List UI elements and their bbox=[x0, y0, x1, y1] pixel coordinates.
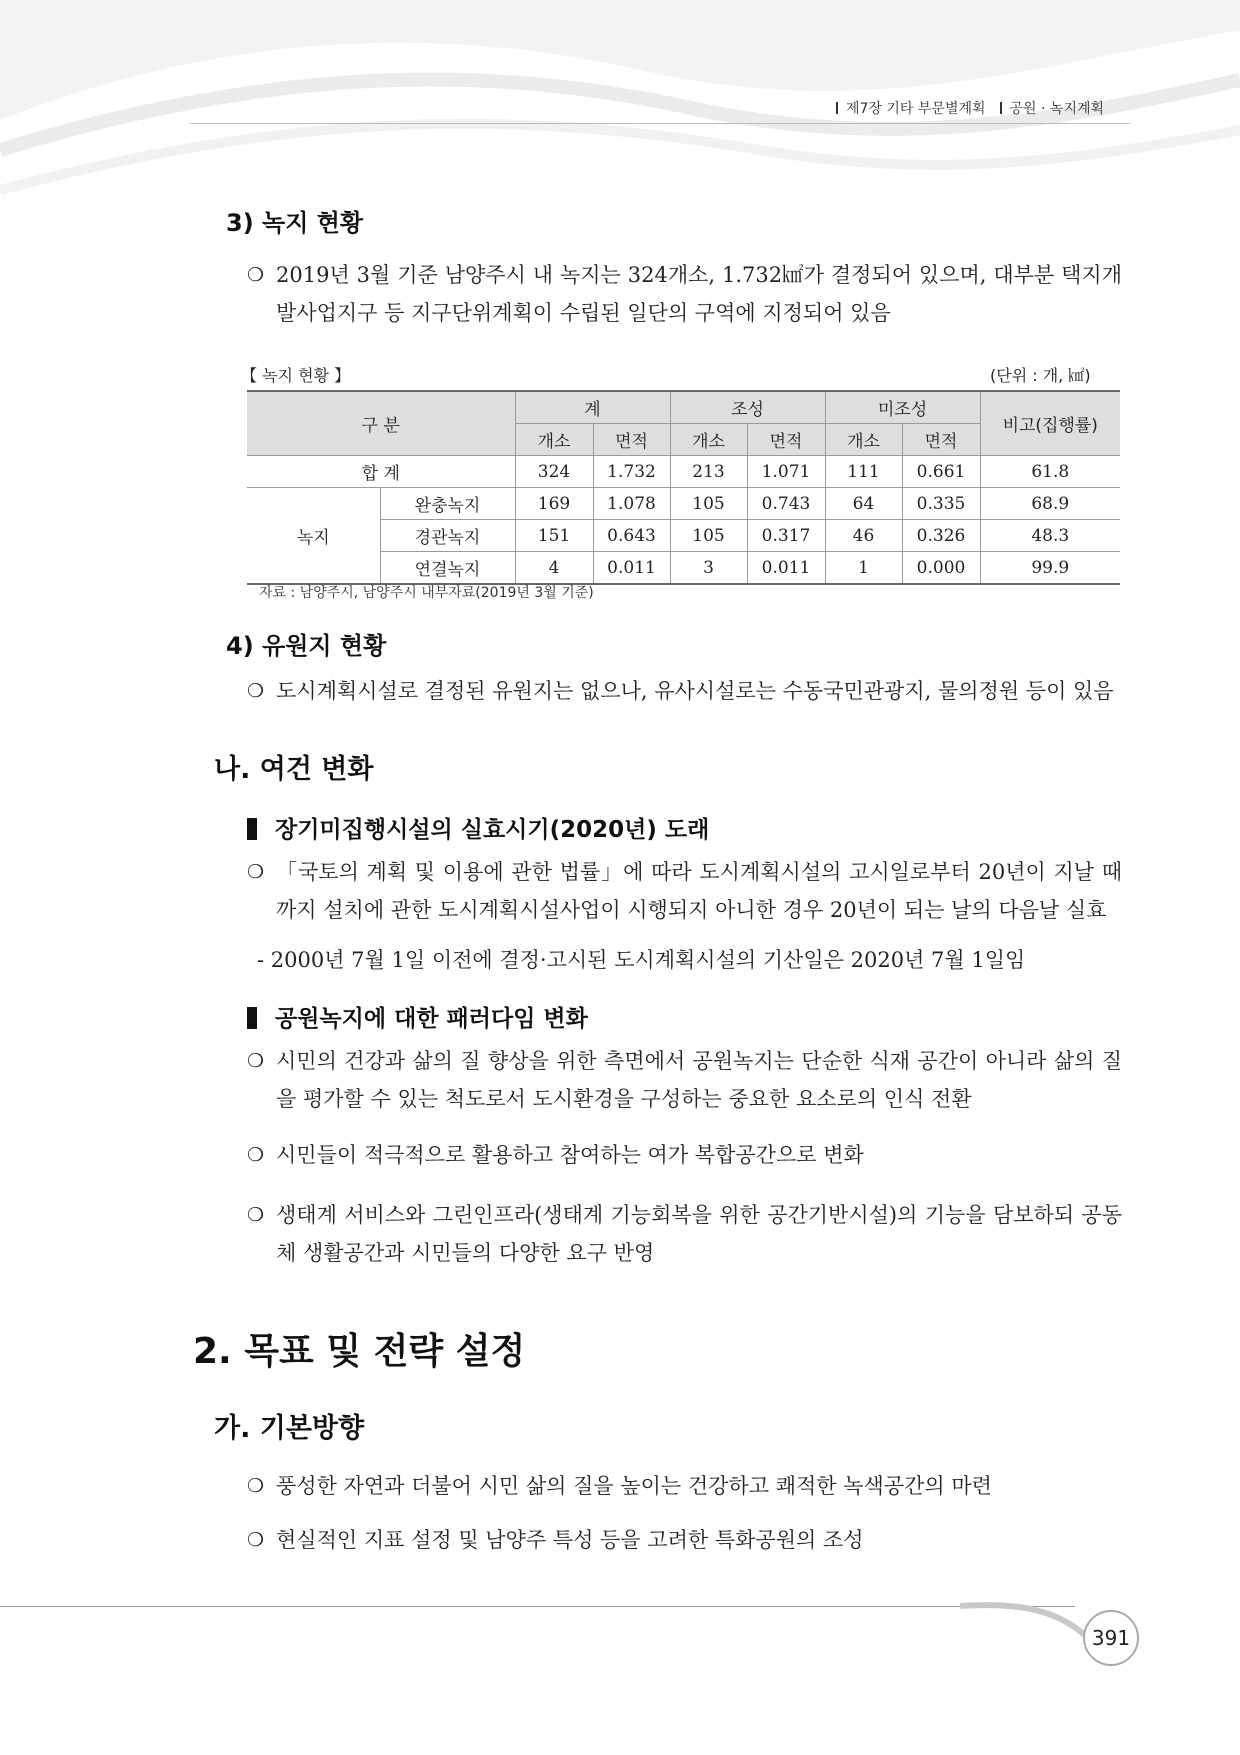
bullet-text: 「국토의 계획 및 이용에 관한 법률」에 따라 도시계획시설의 고시일로부터 20년이 지날 때까지 설치에 관한 도시계획시설사업이 시행되지 아니한 경우 20년이 되는 날의 다음날 실효 bbox=[276, 860, 1122, 922]
table-cell: 0.326 bbox=[902, 520, 980, 552]
bullet-direction-2 bbox=[247, 1521, 1122, 1559]
dash-note: - 2000년 7월 1일 이전에 결정·고시된 도시계획시설의 기산일은 2020년 7월 1일임 bbox=[257, 948, 1026, 972]
table-cell: 105 bbox=[670, 520, 747, 552]
bullet-text: 시민의 건강과 삶의 질 향상을 위한 측면에서 공원녹지는 단순한 식재 공간이 아니라 삶의 질을 평가할 수 있는 척도로서 도시환경을 구성하는 중요한 요소로의 인식 전환 bbox=[276, 1049, 1122, 1111]
bullet-text: 현실적인 지표 설정 및 남양주 특성 등을 고려한 특화공원의 조성 bbox=[276, 1528, 864, 1552]
header-note: 비고(집행률) bbox=[980, 391, 1120, 456]
bullet-text: 시민들이 적극적으로 활용하고 참여하는 여가 복합공간으로 변화 bbox=[276, 1143, 864, 1167]
header-divider bbox=[836, 102, 838, 114]
header-total: 계 bbox=[515, 391, 670, 424]
header-category: 구 분 bbox=[247, 391, 515, 456]
bullet-icon: ❍ bbox=[247, 680, 265, 702]
greenspace-status-table bbox=[247, 390, 1120, 585]
header-section: 공원 · 녹지계획 bbox=[1009, 101, 1105, 117]
table-cell: 48.3 bbox=[980, 520, 1120, 552]
bullet-icon: ❍ bbox=[247, 1475, 265, 1497]
row-label: 합 계 bbox=[247, 456, 515, 488]
row-label: 완충녹지 bbox=[380, 488, 515, 520]
table-row bbox=[247, 488, 1120, 520]
table-cell: 1.732 bbox=[593, 456, 670, 488]
bullet-icon: ❍ bbox=[247, 1050, 265, 1072]
header-count: 개소 bbox=[515, 424, 593, 456]
table-cell: 1.071 bbox=[747, 456, 825, 488]
row-label: 연결녹지 bbox=[380, 552, 515, 585]
bullet-greenspace-status bbox=[247, 256, 1122, 332]
table-unit: (단위 : 개, ㎢) bbox=[990, 366, 1091, 385]
bullet-text: 생태계 서비스와 그린인프라(생태계 기능회복을 위한 공간기반시설)의 기능을 담보하되 공동체 생활공간과 시민들의 다양한 요구 반영 bbox=[276, 1203, 1122, 1265]
table-cell: 64 bbox=[825, 488, 902, 520]
table-cell: 46 bbox=[825, 520, 902, 552]
table-cell: 0.317 bbox=[747, 520, 825, 552]
table-cell: 0.000 bbox=[902, 552, 980, 585]
subheading-text: 장기미집행시설의 실효시기(2020년) 도래 bbox=[275, 817, 710, 843]
subheading-text: 공원녹지에 대한 패러다임 변화 bbox=[275, 1006, 588, 1032]
table-title: 【 녹지 현황 】 bbox=[241, 366, 351, 385]
table-cell: 1 bbox=[825, 552, 902, 585]
row-label: 경관녹지 bbox=[380, 520, 515, 552]
header-chapter: 제7장 기타 부문별계획 bbox=[846, 101, 986, 117]
heading-basic-direction: 가. 기본방향 bbox=[214, 1413, 365, 1444]
header-divider bbox=[1000, 102, 1002, 114]
bullet-paradigm-3 bbox=[247, 1196, 1122, 1272]
table-cell: 99.9 bbox=[980, 552, 1120, 585]
table-cell: 111 bbox=[825, 456, 902, 488]
bullet-text: 풍성한 자연과 더불어 시민 삶의 질을 높이는 건강하고 쾌적한 녹색공간의 마련 bbox=[276, 1474, 992, 1498]
bullet-icon: ❍ bbox=[247, 1529, 265, 1551]
table-cell: 0.661 bbox=[902, 456, 980, 488]
bullet-icon: ❍ bbox=[247, 1204, 265, 1226]
table-cell: 4 bbox=[515, 552, 593, 585]
table-cell: 1.078 bbox=[593, 488, 670, 520]
table-cell: 68.9 bbox=[980, 488, 1120, 520]
table-cell: 169 bbox=[515, 488, 593, 520]
bullet-amusement-park bbox=[247, 672, 1122, 710]
header-count: 개소 bbox=[825, 424, 902, 456]
table-cell: 0.643 bbox=[593, 520, 670, 552]
footer-rule bbox=[0, 1606, 1075, 1607]
bullet-direction-1 bbox=[247, 1467, 1122, 1505]
bullet-icon: ❍ bbox=[247, 861, 265, 883]
table-source: 자료 : 남양주시, 남양주시 내부자료(2019년 3월 기준) bbox=[259, 585, 594, 601]
table-cell: 0.335 bbox=[902, 488, 980, 520]
table-cell: 151 bbox=[515, 520, 593, 552]
header-rule bbox=[190, 123, 1130, 124]
bullet-text: 2019년 3월 기준 남양주시 내 녹지는 324개소, 1.732㎢가 결정되어 있으며, 대부분 택지개발사업지구 등 지구단위계획이 수립된 일단의 구역에 지정되어 있음 bbox=[276, 263, 1122, 325]
table-cell: 0.011 bbox=[747, 552, 825, 585]
bullet-paradigm-2 bbox=[247, 1136, 1122, 1174]
table-cell: 0.011 bbox=[593, 552, 670, 585]
heading-amusement-park-status: 4) 유원지 현황 bbox=[226, 632, 387, 660]
header-area: 면적 bbox=[902, 424, 980, 456]
header-built: 조성 bbox=[670, 391, 825, 424]
header-count: 개소 bbox=[670, 424, 747, 456]
table-cell: 3 bbox=[670, 552, 747, 585]
heading-condition-change: 나. 여건 변화 bbox=[214, 754, 374, 785]
header-unbuilt: 미조성 bbox=[825, 391, 980, 424]
subheading-paradigm bbox=[247, 1000, 588, 1033]
heading-greenspace-status: 3) 녹지 현황 bbox=[226, 209, 364, 237]
header-area: 면적 bbox=[593, 424, 670, 456]
table-cell: 0.743 bbox=[747, 488, 825, 520]
bullet-icon: ❍ bbox=[247, 1144, 265, 1166]
table-cell: 213 bbox=[670, 456, 747, 488]
bullet-paradigm-1 bbox=[247, 1042, 1122, 1118]
table-cell: 324 bbox=[515, 456, 593, 488]
running-header bbox=[830, 98, 1104, 118]
table-cell: 61.8 bbox=[980, 456, 1120, 488]
bullet-text: 도시계획시설로 결정된 유원지는 없으나, 유사시설로는 수동국민관광지, 물의정원 등이 있음 bbox=[276, 679, 1114, 703]
page-number: 391 bbox=[1083, 1610, 1139, 1666]
row-group-label: 녹지 bbox=[247, 488, 380, 585]
table-row-total bbox=[247, 456, 1120, 488]
heading-goals-strategy: 2. 목표 및 전략 설정 bbox=[193, 1331, 526, 1372]
bullet-icon: ❍ bbox=[247, 264, 265, 286]
square-marker-icon bbox=[247, 818, 257, 840]
table-cell: 105 bbox=[670, 488, 747, 520]
square-marker-icon bbox=[247, 1007, 257, 1029]
subheading-expiry bbox=[247, 811, 709, 844]
bullet-expiry bbox=[247, 853, 1122, 929]
header-area: 면적 bbox=[747, 424, 825, 456]
